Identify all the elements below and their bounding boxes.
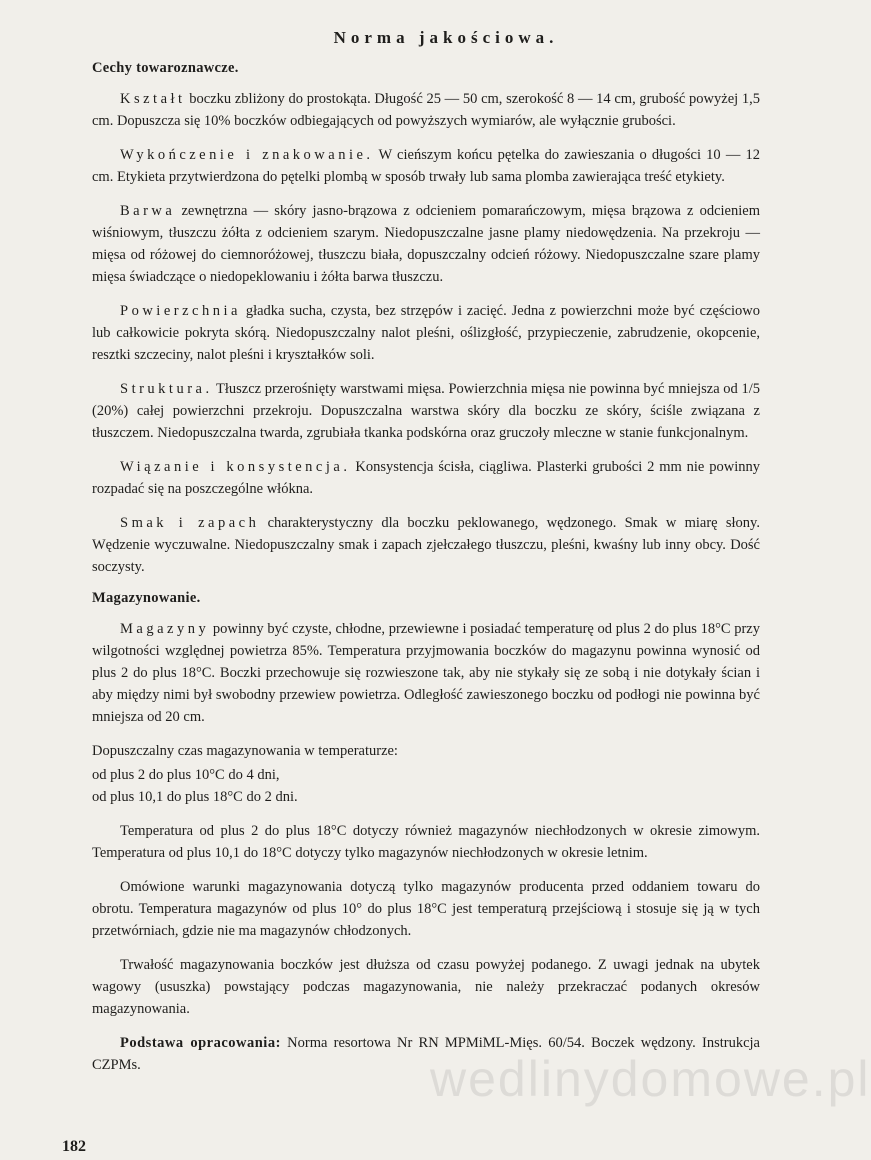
- source-label: Podstawa opracowania:: [120, 1035, 281, 1051]
- storage-time-list: [92, 764, 760, 808]
- lead-word: Struktura.: [120, 381, 213, 397]
- paragraph-smak: [64, 512, 760, 578]
- lead-word: Powierzchnia: [120, 303, 241, 319]
- paragraph-text: zewnętrzna — skóry jasno-brązowa z odcieniem pomarańczowym, mięsa brązowa z odcieniem wiśniowym, tłuszczu żółta z odcieniem szarym. Niedopuszczalne jasne plamy niedowędzenia. Na przekroju — mięsa od różowej do ciemnoróżowej, tłuszczu biała, dopuszczalny odcień różowy. Niedopuszczalne szare plamy mięsa świadczące o niedopeklowaniu i żółta barwa tłuszczu.: [92, 203, 760, 285]
- page-title: Norma jakościowa.: [333, 28, 559, 47]
- storage-time-intro: Dopuszczalny czas magazynowania w temperaturze:: [92, 743, 398, 759]
- lead-word: Kształt: [120, 91, 186, 107]
- lead-word: Wiązanie i konsystencja.: [120, 459, 351, 475]
- lead-word: Magazyny: [120, 621, 210, 637]
- paragraph-trwalosc: Trwałość magazynowania boczków jest dłuższa od czasu powyżej podanego. Z uwagi jednak na ubytek wagowy (ususzka) powstający podczas magazynowania, nie należy przekraczać podanych okresów magazynowania.: [92, 957, 760, 1017]
- lead-word: Smak i zapach: [120, 515, 260, 531]
- paragraph-text: boczku zbliżony do prostokąta. Długość 25 — 50 cm, szerokość 8 — 14 cm, grubość powyżej 1,5 cm. Dopuszcza się 10% boczków odbiegających od powyższych wymiarów, ale wyłącznie grubości.: [92, 91, 760, 129]
- paragraph-wiazanie: [64, 456, 760, 500]
- paragraph-podstawa: [64, 1032, 760, 1076]
- paragraph-magazyny: [64, 618, 760, 728]
- page-number: 182: [62, 1138, 86, 1155]
- paragraph-ksztalt: [64, 88, 760, 132]
- paragraph-temperatura: Temperatura od plus 2 do plus 18°C dotyczy również magazynów niechłodzonych w okresie zimowym. Temperatura od plus 10,1 do 18°C dotyczy tylko magazynów niechłodzonych w okresie letnim.: [92, 823, 760, 861]
- lead-word: Barwa: [120, 203, 176, 219]
- paragraph-powierzchnia: [64, 300, 760, 366]
- lead-word: Wykończenie i znakowanie.: [120, 147, 374, 163]
- paragraph-text: powinny być czyste, chłodne, przewiewne i posiadać temperaturę od plus 2 do plus 18°C przy wilgotności względnej powietrza 85%. Temperatura przyjmowania boczków do magazynu powinna wynosić od plus 2 do plus 18°C. Boczki przechowuje się rozwieszone tak, aby nie stykały się ze sobą i nie dotykały ścian i aby między nimi był swobodny przewiew powietrza. Odległość zawieszonego boczku od podłogi nie powinna być mniejsza od 20 cm.: [92, 621, 760, 725]
- paragraph-wykonczenie: [64, 144, 760, 188]
- paragraph-barwa: [64, 200, 760, 288]
- source-text: Norma resortowa Nr RN MPMiML-Mięs. 60/54. Boczek wędzony. Instrukcja CZPMs.: [92, 1035, 760, 1073]
- section-heading-cechy: Cechy towaroznawcze.: [92, 60, 239, 76]
- paragraph-text: Konsystencja ścisła, ciągliwa. Plasterki grubości 2 mm nie powinny rozpadać się na poszczególne włókna.: [92, 459, 760, 497]
- watermark: wedlinydomowe.pl: [430, 1051, 871, 1107]
- list-item: od plus 10,1 do plus 18°C do 2 dni.: [92, 789, 298, 805]
- paragraph-text: gładka sucha, czysta, bez strzępów i zacięć. Jedna z powierzchni może być częściowo lub całkowicie pokryta skórą. Niedopuszczalny nalot pleśni, oślizgłość, przypieczenie, zabrudzenie, okopcenie, resztki szczeciny, nalot pleśni i kryształków soli.: [92, 303, 760, 363]
- paragraph-struktura: [64, 378, 760, 444]
- paragraph-text: W cieńszym końcu pętelka do zawieszania o długości 10 — 12 cm. Etykieta przytwierdzona do pętelki plombą w sposób trwały lub sama plomba zawierająca treść etykiety.: [92, 147, 760, 185]
- list-item: od plus 2 do plus 10°C do 4 dni,: [92, 767, 280, 783]
- paragraph-omowione: Omówione warunki magazynowania dotyczą tylko magazynów producenta przed oddaniem towaru do obrotu. Temperatura magazynów od plus 10° do plus 18°C jest temperaturą przejściową i stosuje się ją w tych przetwórniach, gdzie nie ma magazynów chłodzonych.: [92, 879, 760, 939]
- section-heading-magazynowanie: Magazynowanie.: [92, 590, 201, 606]
- paragraph-text: Tłuszcz przerośnięty warstwami mięsa. Powierzchnia mięsa nie powinna być mniejsza od 1/5 (20%) całej powierzchni przekroju. Dopuszczalna warstwa skóry dla boczku ze skóry, ściśle związana z tłuszczem. Niedopuszczalna twarda, zgrubiała tkanka podskórna oraz gruczoły mleczne w stanie funkcjonalnym.: [92, 381, 760, 441]
- paragraph-text: charakterystyczny dla boczku peklowanego, wędzonego. Smak w miarę słony. Wędzenie wyczuwalne. Niedopuszczalny smak i zapach zjełczałego tłuszczu, pleśni, kwaśny lub inny obcy. Dość soczysty.: [92, 515, 760, 575]
